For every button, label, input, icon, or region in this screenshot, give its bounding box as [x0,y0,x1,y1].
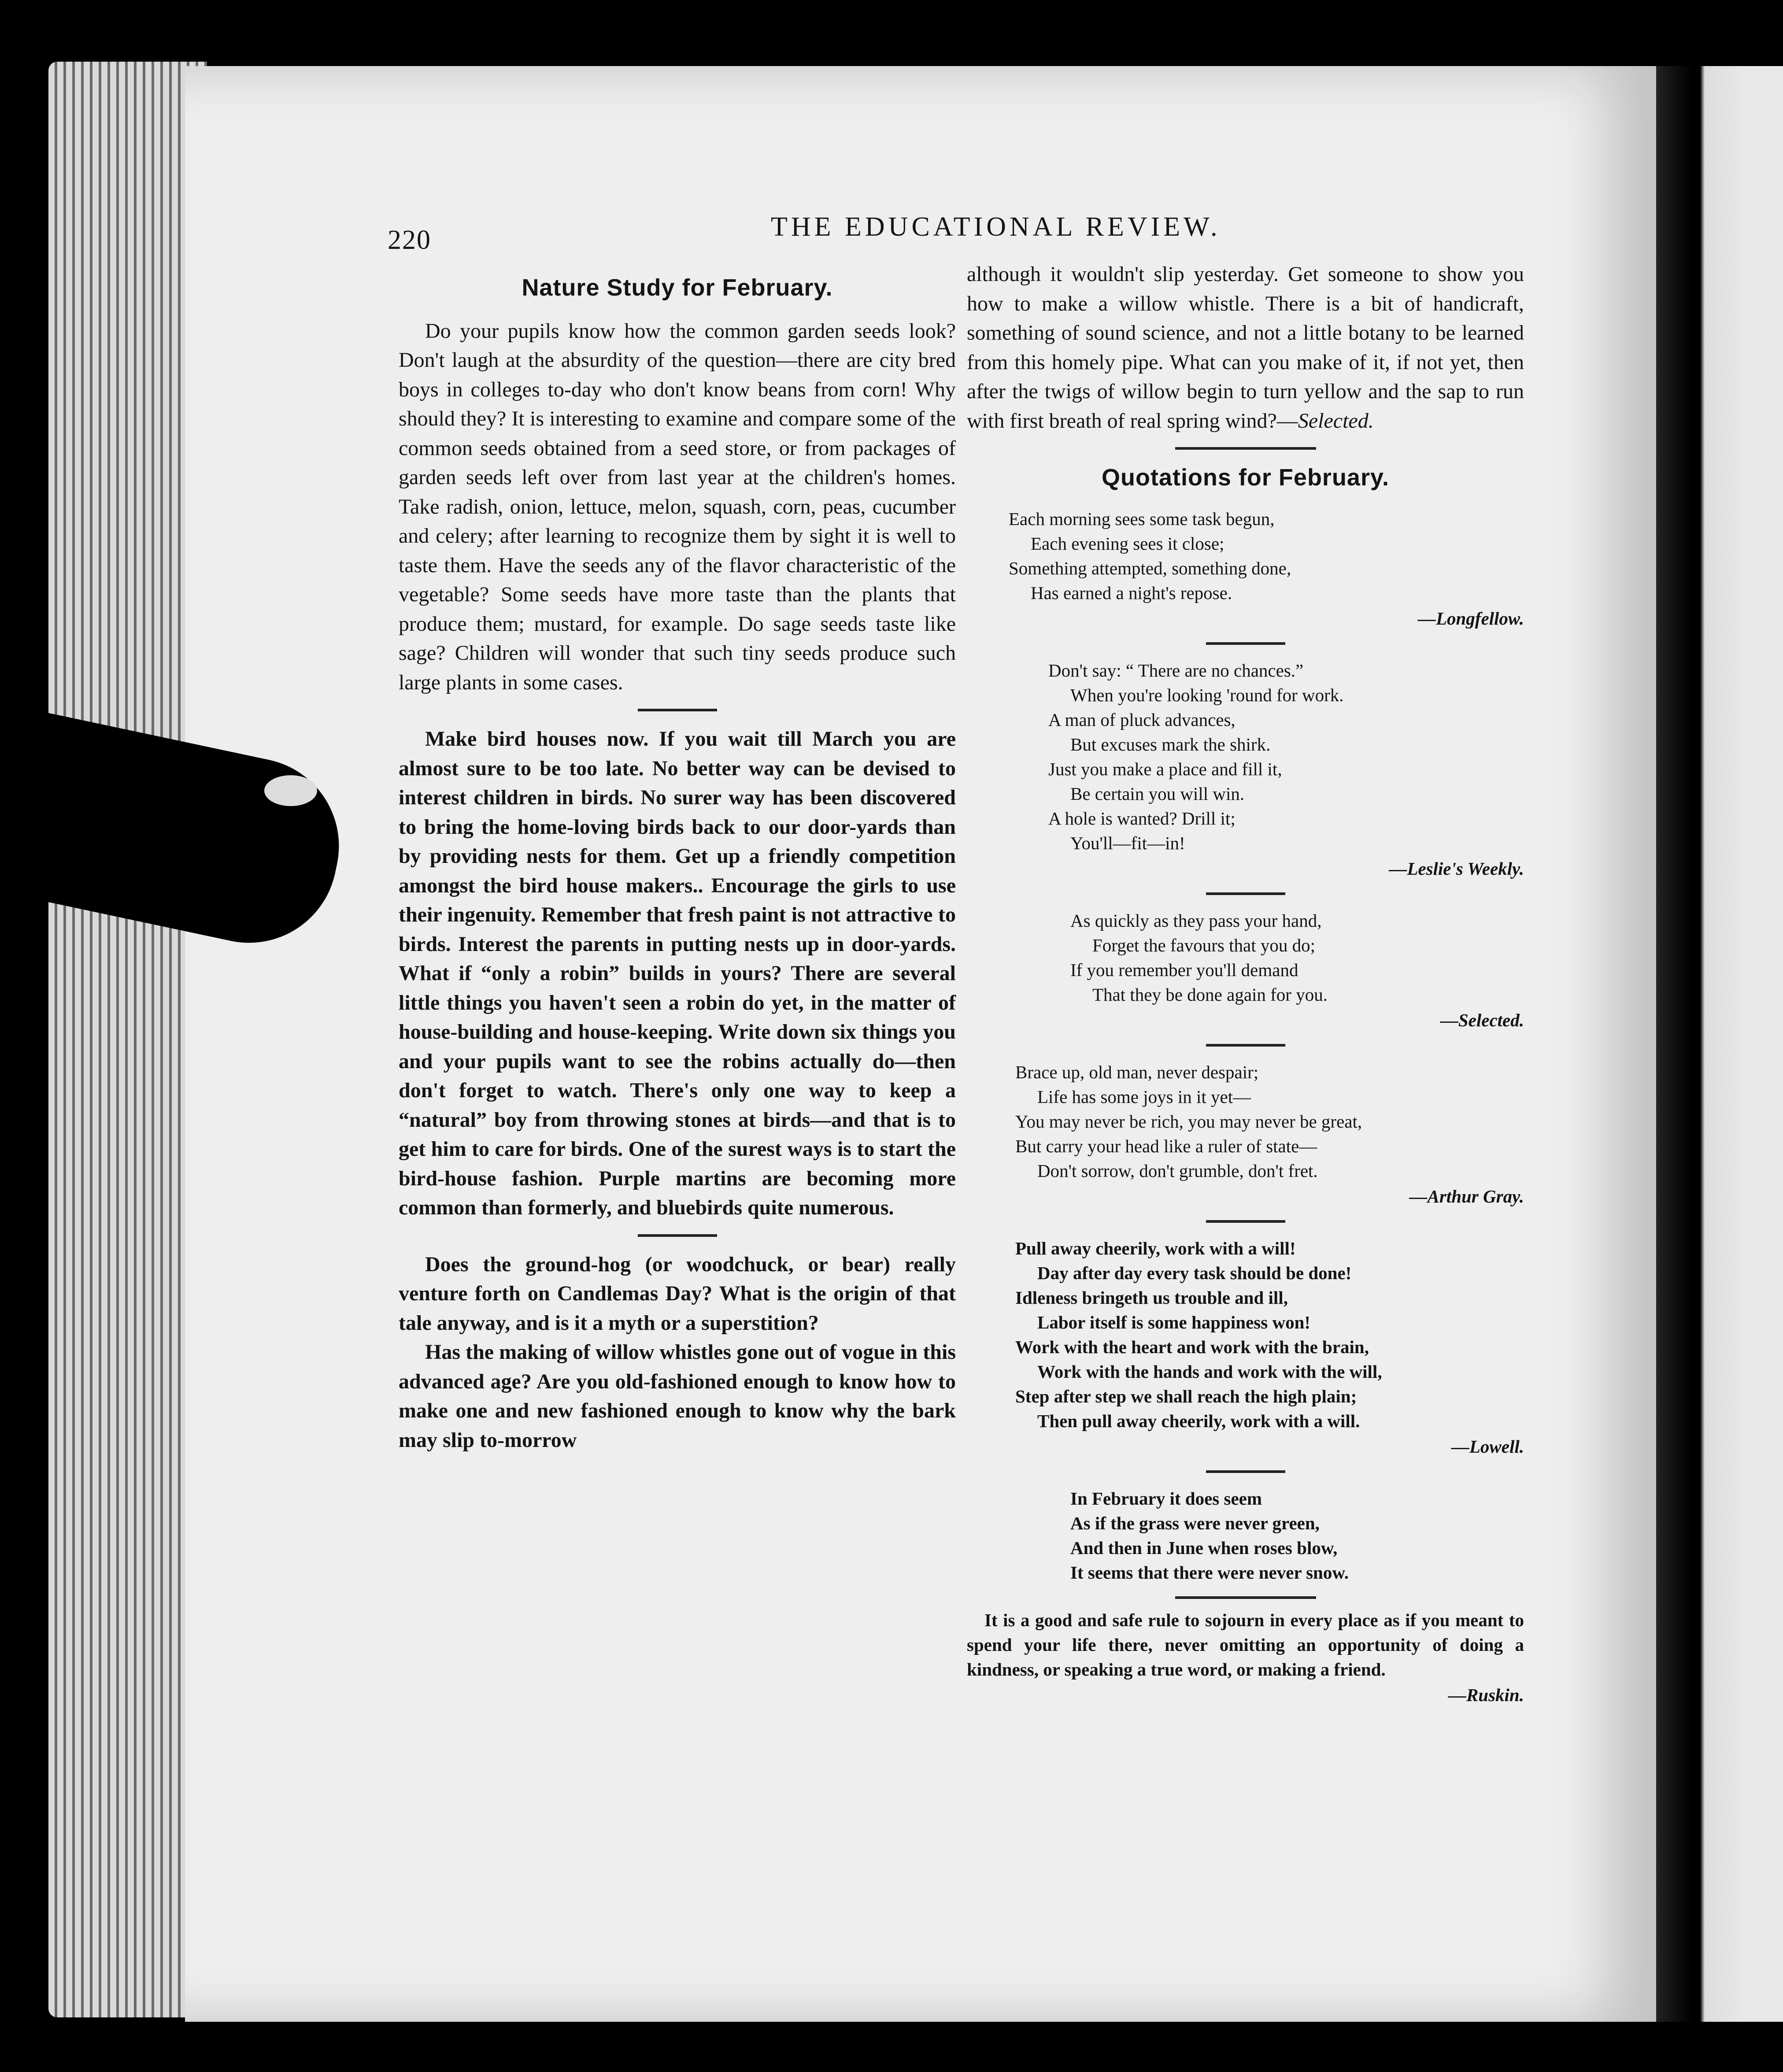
attribution-leslies-weekly: —Leslie's Weekly. [1389,858,1524,879]
poem-line: And then in June when roses blow, [1070,1537,1338,1558]
poem-line: Life has some joys in it yet— [1037,1086,1251,1107]
poem-line: You'll—fit—in! [1070,832,1185,853]
paragraph-ground-hog: Does the ground-hog (or woodchuck, or bear) really venture forth on Candlemas Day? What is the origin of that tale anyway, and is it a myth or a superstition? [399,1252,956,1335]
section-divider [1206,642,1285,645]
ruskin-quote: It is a good and safe rule to sojourn in every place as if you meant to spend your life there, never omitting an opportunity of doing a kindness, or speaking a true word, or making a friend. [967,1610,1524,1680]
poem-line: As if the grass were never green, [1070,1513,1320,1533]
willow-attribution: Selected. [1298,409,1374,433]
poem-line: A man of pluck advances, [1048,709,1236,730]
attribution-arthur-gray: —Arthur Gray. [1409,1186,1524,1206]
poem-line: If you remember you'll demand [1070,959,1298,980]
attribution-selected: —Selected. [1440,1010,1524,1030]
paragraph-willow-whistles: Has the making of willow whistles gone out of vogue in this advanced age? Are you old-fashioned enough to know how to make one and new fashioned enough to know why the bark may slip to-morrow [399,1340,956,1452]
poem-line: That they be done again for you. [1092,984,1328,1005]
poem-line: When you're looking 'round for work. [1070,684,1344,705]
paragraph-bird-houses: Make bird houses now. If you wait till March you are almost sure to be too late. No better way can be devised to interest children in birds. No surer way has been discovered to bring the home-loving birds back to our door-yards than by providing nests for them. Get up a friendly competition amongst the bird house makers.. Encourage the girls to use their ingenuity. Remember that fresh paint is not attractive to birds. Interest the parents in putting nests up in door-yards. What if “only a robin” builds in yours? There are several little things you haven't seen a robin do yet, in the matter of house-building and house-keeping. Write down six things you and your pupils want to see the robins actually do—then don't forget to watch. There's only one way to keep a “natural” boy from throwing stones at birds—and that is to get him to care for birds. One of the surest ways is to start the bird-house fashion. Purple martins are becoming more common than formerly, and bluebirds quite numerous. [399,727,956,1219]
poem-line: Step after step we shall reach the high plain; [1015,1386,1357,1406]
poem-lowell [967,1236,1524,1433]
section-divider [1175,447,1316,450]
poem-line: Pull away cheerily, work with a will! [1015,1238,1296,1258]
page-number: 220 [388,225,431,255]
poem-longfellow [967,507,1524,605]
poem-line: But carry your head like a ruler of state— [1015,1136,1317,1156]
poem-line: Work with the hands and work with the will, [1037,1361,1382,1382]
poem-line: A hole is wanted? Drill it; [1048,808,1236,829]
poem-line: Has earned a night's repose. [1031,582,1232,603]
section-divider [1206,892,1285,895]
poem-february [967,1486,1524,1585]
poem-line: Don't say: “ There are no chances.” [1048,660,1304,681]
right-column [967,260,1524,1707]
poem-line: Be certain you will win. [1070,783,1245,804]
poem-line: Forget the favours that you do; [1092,935,1315,955]
attribution-longfellow: —Longfellow. [1417,608,1524,629]
poem-line: Then pull away cheerily, work with a will. [1037,1410,1360,1431]
willow-continued-text: although it wouldn't slip yesterday. Get someone to show you how to make a willow whistle. There is a bit of handicraft, something of sound science, and not a little botany to be learned from this homely pipe. What can you make of it, if not yet, then after the twigs of willow begin to turn yellow and the sap to run with first breath of real spring wind?— [967,263,1524,433]
poem-leslies-weekly [967,658,1524,855]
quotations-title: Quotations for February. [1101,464,1390,491]
poem-line: In February it does seem [1070,1488,1262,1509]
attribution-lowell: —Lowell. [1451,1436,1524,1457]
section-divider [1206,1044,1285,1047]
poem-line: Labor itself is some happiness won! [1037,1312,1311,1332]
poem-line: Day after day every task should be done! [1037,1262,1352,1283]
poem-line: It seems that there were never snow. [1070,1562,1349,1583]
thumb-highlight [264,775,317,806]
left-column [399,264,956,1455]
poem-line: Each evening sees it close; [1031,533,1224,554]
nature-study-title: Nature Study for February. [522,274,833,301]
poem-line: Work with the heart and work with the brain, [1015,1336,1369,1357]
facing-page-edge [1656,66,1783,2022]
running-head: THE EDUCATIONAL REVIEW. [771,212,1221,242]
poem-line: Idleness bringeth us trouble and ill, [1015,1287,1288,1308]
section-divider [1175,1596,1316,1599]
poem-line: As quickly as they pass your hand, [1070,910,1322,931]
attribution-ruskin: —Ruskin. [1448,1684,1524,1705]
poem-selected [967,908,1524,1007]
poem-line: Each morning sees some task begun, [1009,508,1275,529]
paragraph-willow-continued [967,260,1524,436]
poem-line: Something attempted, something done, [1009,558,1291,578]
page-header [388,207,1533,255]
section-divider [638,1234,717,1237]
poem-line: Brace up, old man, never despair; [1015,1062,1259,1082]
section-divider [1206,1470,1285,1473]
section-divider [1206,1220,1285,1223]
paragraph-seeds: Do your pupils know how the common garden seeds look? Don't laugh at the absurdity of the question—there are city bred boys in colleges to-day who don't know beans from corn! Why should they? It is interesting to examine and compare some of the common seeds obtained from a seed store, or from packages of garden seeds left over from last year at the children's homes. Take radish, onion, lettuce, melon, squash, corn, peas, cucumber and celery; after learning to recognize them by sight it is well to taste them. Have the seeds any of the flavor characteristic of the vegetable? Some seeds have more taste than the plants that produce them; mustard, for example. Do sage seeds taste like sage? Children will wonder that such tiny seeds produce such large plants in some cases. [399,319,956,694]
section-divider [638,709,717,711]
poem-line: Just you make a place and fill it, [1048,758,1282,779]
poem-line: But excuses mark the shirk. [1070,734,1271,755]
book-page-stack [48,62,207,2017]
poem-line: Don't sorrow, don't grumble, don't fret. [1037,1160,1318,1181]
poem-arthur-gray [967,1060,1524,1183]
poem-line: You may never be rich, you may never be great, [1015,1111,1362,1132]
